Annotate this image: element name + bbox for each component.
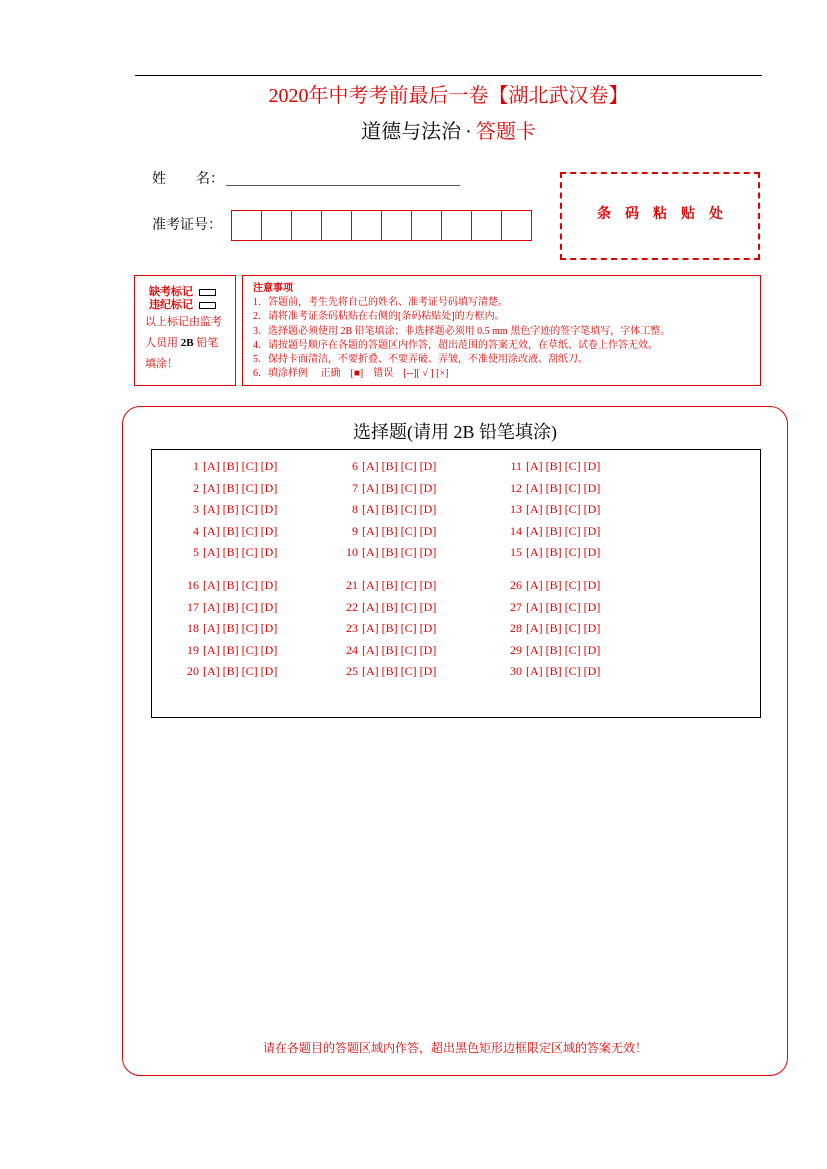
question-4[interactable] xyxy=(179,524,277,539)
footer-warning: 请在各题目的答题区域内作答，超出黑色矩形边框限定区域的答案无效！ xyxy=(262,1041,647,1055)
card-subtitle xyxy=(135,115,762,144)
answer-options[interactable]: [A] [B] [C] [D] xyxy=(526,524,601,538)
answer-options[interactable]: [A] [B] [C] [D] xyxy=(526,481,601,495)
question-14[interactable] xyxy=(502,524,600,539)
question-29[interactable] xyxy=(502,643,600,658)
question-3[interactable] xyxy=(179,502,277,517)
question-17[interactable] xyxy=(179,600,277,615)
question-number: 23 xyxy=(346,621,358,635)
answer-options[interactable]: [A] [B] [C] [D] xyxy=(203,459,278,473)
question-24[interactable] xyxy=(338,643,436,658)
notice-title: 注意事项 xyxy=(253,283,293,294)
question-number: 21 xyxy=(346,578,358,592)
question-1[interactable] xyxy=(179,459,277,474)
notice-panel xyxy=(242,275,761,386)
question-23[interactable] xyxy=(338,621,436,636)
question-number: 6 xyxy=(352,459,358,473)
question-number: 7 xyxy=(352,481,358,495)
title-separator: · xyxy=(465,121,472,143)
question-number: 15 xyxy=(510,545,522,559)
question-number: 2 xyxy=(193,481,199,495)
notice-item: 2．请将准考证条码粘贴在右侧的[条码粘贴处]的方框内。 xyxy=(253,311,505,323)
name-field[interactable] xyxy=(226,185,460,186)
question-5[interactable] xyxy=(179,545,277,560)
choice-section-title: 选择题(请用 2B 铅笔填涂) xyxy=(353,422,557,442)
barcode-area xyxy=(560,172,760,260)
answer-options[interactable]: [A] [B] [C] [D] xyxy=(526,664,601,678)
question-number: 13 xyxy=(510,502,522,516)
question-number: 27 xyxy=(510,600,522,614)
question-number: 10 xyxy=(346,545,358,559)
question-number: 17 xyxy=(187,600,199,614)
question-16[interactable] xyxy=(179,578,277,593)
exam-id-box[interactable] xyxy=(501,210,532,241)
notice-item: 1．答题前，考生先将自己的姓名、准考证号码填写清楚。 xyxy=(253,297,508,309)
question-11[interactable] xyxy=(502,459,600,474)
question-30[interactable] xyxy=(502,664,600,679)
question-number: 26 xyxy=(510,578,522,592)
question-number: 9 xyxy=(352,524,358,538)
question-number: 25 xyxy=(346,664,358,678)
answer-options[interactable]: [A] [B] [C] [D] xyxy=(203,481,278,495)
card-type: 答题卡 xyxy=(475,121,536,143)
question-22[interactable] xyxy=(338,600,436,615)
question-number: 3 xyxy=(193,502,199,516)
question-number: 29 xyxy=(510,643,522,657)
answer-options[interactable]: [A] [B] [C] [D] xyxy=(362,578,437,592)
answer-options[interactable]: [A] [B] [C] [D] xyxy=(526,600,601,614)
answer-options[interactable]: [A] [B] [C] [D] xyxy=(526,459,601,473)
exam-id-box[interactable] xyxy=(321,210,352,241)
question-15[interactable] xyxy=(502,545,600,560)
question-10[interactable] xyxy=(338,545,436,560)
exam-id-box[interactable] xyxy=(231,210,262,241)
answer-options[interactable]: [A] [B] [C] [D] xyxy=(203,664,278,678)
question-number: 30 xyxy=(510,664,522,678)
exam-id-box[interactable] xyxy=(351,210,382,241)
answer-options[interactable]: [A] [B] [C] [D] xyxy=(526,545,601,559)
answer-options[interactable]: [A] [B] [C] [D] xyxy=(526,643,601,657)
answer-options[interactable]: [A] [B] [C] [D] xyxy=(362,545,437,559)
subject-name: 道德与法治 xyxy=(361,121,462,143)
question-number: 12 xyxy=(510,481,522,495)
answer-options[interactable]: [A] [B] [C] [D] xyxy=(203,524,278,538)
question-number: 20 xyxy=(187,664,199,678)
question-20[interactable] xyxy=(179,664,277,679)
question-28[interactable] xyxy=(502,621,600,636)
exam-id-box[interactable] xyxy=(261,210,292,241)
exam-id-box[interactable] xyxy=(411,210,442,241)
exam-id-boxes[interactable] xyxy=(231,210,532,241)
question-25[interactable] xyxy=(338,664,436,679)
question-19[interactable] xyxy=(179,643,277,658)
answer-options[interactable]: [A] [B] [C] [D] xyxy=(203,545,278,559)
answer-options[interactable]: [A] [B] [C] [D] xyxy=(362,459,437,473)
answer-options[interactable]: [A] [B] [C] [D] xyxy=(362,502,437,516)
question-13[interactable] xyxy=(502,502,600,517)
question-21[interactable] xyxy=(338,578,436,593)
barcode-label: 条码粘贴处 xyxy=(597,207,737,222)
question-7[interactable] xyxy=(338,481,436,496)
question-number: 8 xyxy=(352,502,358,516)
exam-id-box[interactable] xyxy=(291,210,322,241)
answer-options[interactable]: [A] [B] [C] [D] xyxy=(203,502,278,516)
question-8[interactable] xyxy=(338,502,436,517)
question-number: 4 xyxy=(193,524,199,538)
exam-id-label: 准考证号： xyxy=(152,218,222,233)
notice-item: 4．请按题号顺序在各题的答题区内作答，超出范围的答案无效，在草纸、试卷上作答无效。 xyxy=(253,339,658,351)
question-18[interactable] xyxy=(179,621,277,636)
absent-mark: 缺考标记 xyxy=(149,283,216,299)
answer-options[interactable]: [A] [B] [C] [D] xyxy=(362,600,437,614)
answer-options[interactable]: [A] [B] [C] [D] xyxy=(362,664,437,678)
answer-options[interactable]: [A] [B] [C] [D] xyxy=(203,643,278,657)
violation-mark-box[interactable] xyxy=(199,302,216,309)
question-number: 24 xyxy=(346,643,358,657)
question-number: 14 xyxy=(510,524,522,538)
question-number: 18 xyxy=(187,621,199,635)
exam-title: 2020年中考考前最后一卷【湖北武汉卷】 xyxy=(268,85,629,107)
absent-mark-box[interactable] xyxy=(199,289,216,296)
violation-mark: 违纪标记 xyxy=(149,296,216,312)
question-number: 19 xyxy=(187,643,199,657)
question-2[interactable] xyxy=(179,481,277,496)
answer-options[interactable]: [A] [B] [C] [D] xyxy=(203,600,278,614)
answer-options[interactable]: [A] [B] [C] [D] xyxy=(526,621,601,635)
answer-options[interactable]: [A] [B] [C] [D] xyxy=(362,621,437,635)
question-number: 22 xyxy=(346,600,358,614)
answer-options[interactable]: [A] [B] [C] [D] xyxy=(362,643,437,657)
question-26[interactable] xyxy=(502,578,600,593)
exam-id-box[interactable] xyxy=(381,210,412,241)
answer-options[interactable]: [A] [B] [C] [D] xyxy=(362,524,437,538)
question-12[interactable] xyxy=(502,481,600,496)
answer-options[interactable]: [A] [B] [C] [D] xyxy=(362,481,437,495)
name-label: 姓 名： xyxy=(152,172,224,187)
notice-item: 6．填涂样例 正确 [■] 错误 [--][ √ ] [×] xyxy=(253,368,449,380)
question-9[interactable] xyxy=(338,524,436,539)
top-rule xyxy=(135,75,762,76)
exam-id-box[interactable] xyxy=(441,210,472,241)
notice-item: 5．保持卡面清洁，不要折叠、不要弄破、弄皱，不准使用涂改液、刮纸刀。 xyxy=(253,354,588,366)
question-number: 11 xyxy=(510,459,522,473)
question-number: 1 xyxy=(193,459,199,473)
exam-id-box[interactable] xyxy=(471,210,502,241)
answer-options[interactable]: [A] [B] [C] [D] xyxy=(526,502,601,516)
question-number: 28 xyxy=(510,621,522,635)
answer-options[interactable]: [A] [B] [C] [D] xyxy=(203,621,278,635)
notice-item: 3．选择题必须使用 2B 铅笔填涂；非选择题必须用 0.5 mm 黑色字迹的签字笔填写，字体工整。 xyxy=(253,325,671,337)
question-27[interactable] xyxy=(502,600,600,615)
question-number: 5 xyxy=(193,545,199,559)
question-number: 16 xyxy=(187,578,199,592)
question-6[interactable] xyxy=(338,459,436,474)
answer-options[interactable]: [A] [B] [C] [D] xyxy=(203,578,278,592)
answer-options[interactable]: [A] [B] [C] [D] xyxy=(526,578,601,592)
mark-note: 以上标记由监考人员用 2B 铅笔填涂！ xyxy=(145,316,222,370)
mark-panel xyxy=(134,275,236,386)
